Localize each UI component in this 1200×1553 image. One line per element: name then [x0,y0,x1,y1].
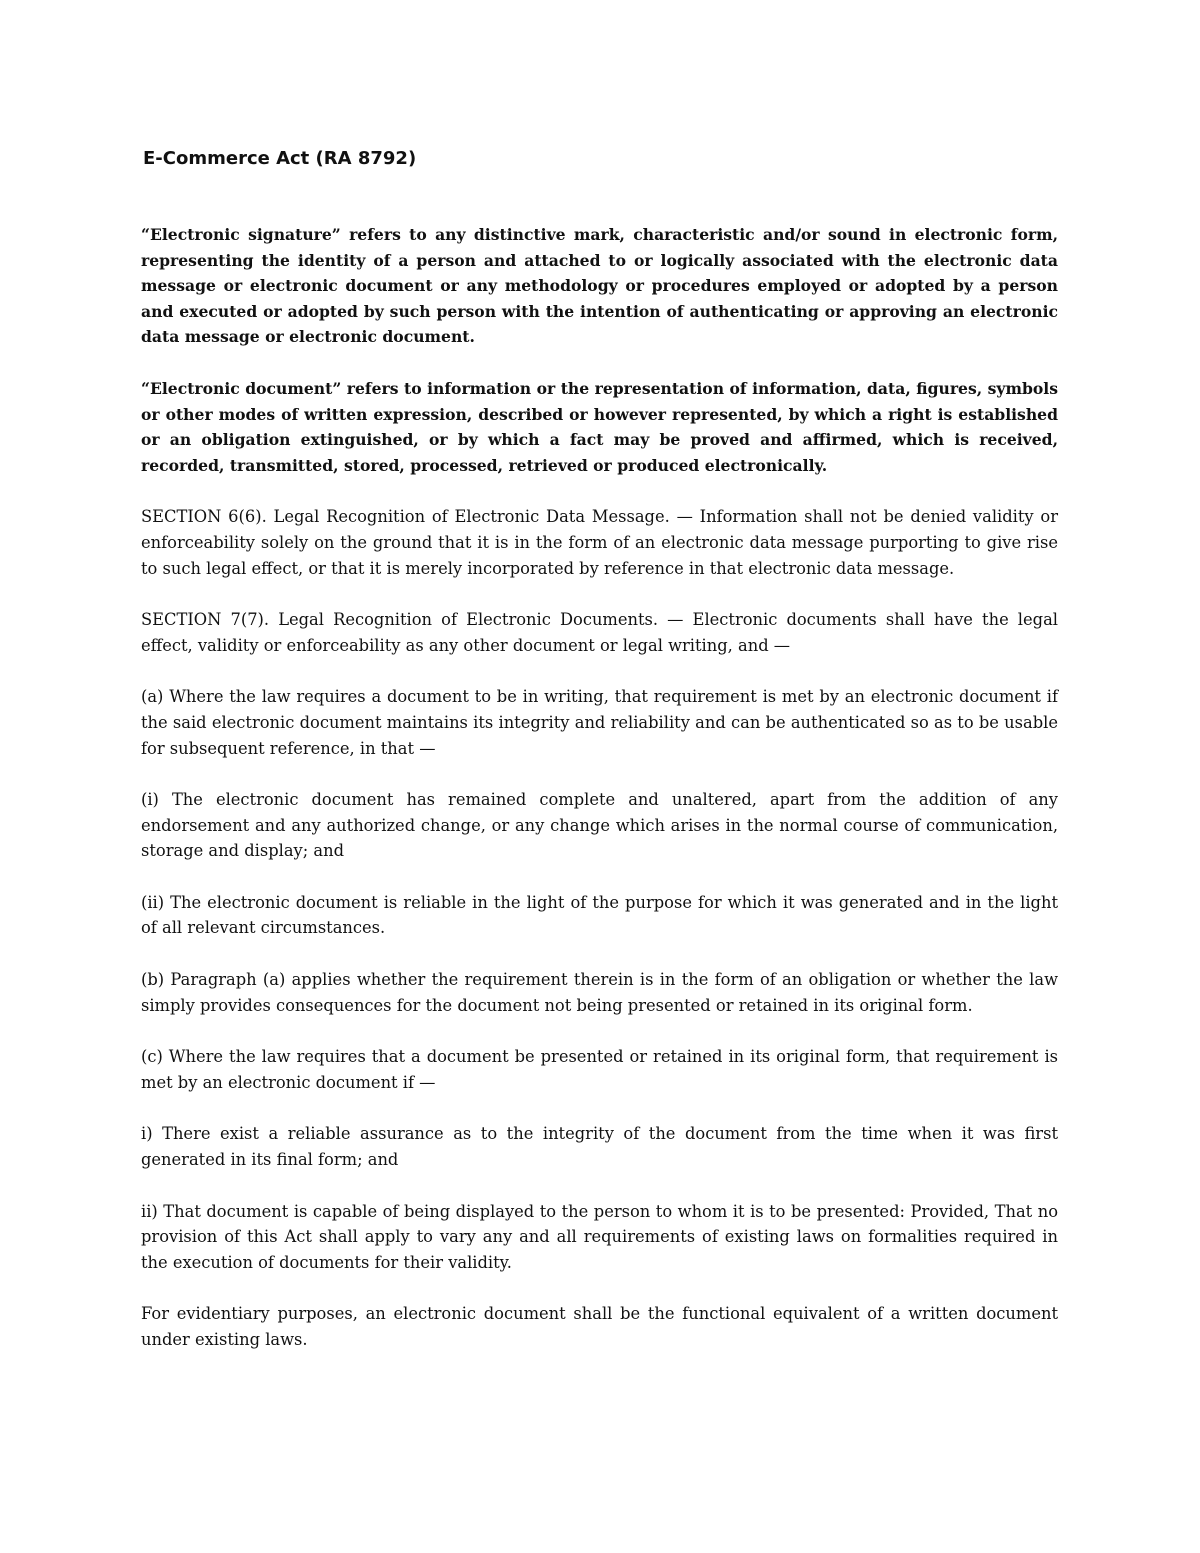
definition-electronic-signature: “Electronic signature” refers to any distinctive mark, characteristic and/or sound in electronic form, representing the identity of a person and attached to or logically associated with the electronic data message or electronic document or any methodology or procedures employed or adopted by a person and executed or adopted by such person with the intention of authenticating or approving an electronic data message or electronic document. [141,225,1058,347]
clause-i-paragraph: (i) The electronic document has remained complete and unaltered, apart from the addition of any endorsement and any authorized change, or any change which arises in the normal course of communication, storage and display; and [141,790,1058,861]
clause-ii-paragraph: (ii) The electronic document is reliable in the light of the purpose for which it was generated and in the light of all relevant circumstances. [141,892,1058,938]
clause-c-ii-paragraph: ii) That document is capable of being displayed to the person to whom it is to be presented: Provided, That no provision of this Act shall apply to vary any and all requirements of existing laws on formalities required in the execution of documents for their validity. [141,1201,1058,1272]
evidentiary-purposes-paragraph: For evidentiary purposes, an electronic document shall be the functional equivalent of a written document under existing laws. [141,1304,1058,1349]
section-6-paragraph: SECTION 6(6). Legal Recognition of Electronic Data Message. — Information shall not be denied validity or enforceability solely on the ground that it is in the form of an electronic data message purporting to give rise to such legal effect, or that it is merely incorporated by reference in that electronic data message. [141,507,1058,578]
clause-c-paragraph: (c) Where the law requires that a document be presented or retained in its original form, that requirement is met by an electronic document if — [141,1047,1058,1092]
clause-b-paragraph: (b) Paragraph (a) applies whether the requirement therein is in the form of an obligation or whether the law simply provides consequences for the document not being presented or retained in its original form. [141,970,1058,1015]
document-title: E-Commerce Act (RA 8792) [143,148,417,169]
section-7-paragraph: SECTION 7(7). Legal Recognition of Electronic Documents. — Electronic documents shall have the legal effect, validity or enforceability as any other document or legal writing, and — [141,610,1058,655]
definition-electronic-document: “Electronic document” refers to information or the representation of information, data, figures, symbols or other modes of written expression, described or however represented, by which a right is established or an obligation extinguished, or by which a fact may be proved and affirmed, which is received, recorded, transmitted, stored, processed, retrieved or produced electronically. [141,378,1058,475]
clause-a-paragraph: (a) Where the law requires a document to be in writing, that requirement is met by an electronic document if the said electronic document maintains its integrity and reliability and can be authenticated so as to be usable for subsequent reference, in that — [141,687,1058,758]
document-body [141,222,1058,1353]
clause-c-i-paragraph: i) There exist a reliable assurance as to the integrity of the document from the time when it was first generated in its final form; and [141,1124,1058,1170]
